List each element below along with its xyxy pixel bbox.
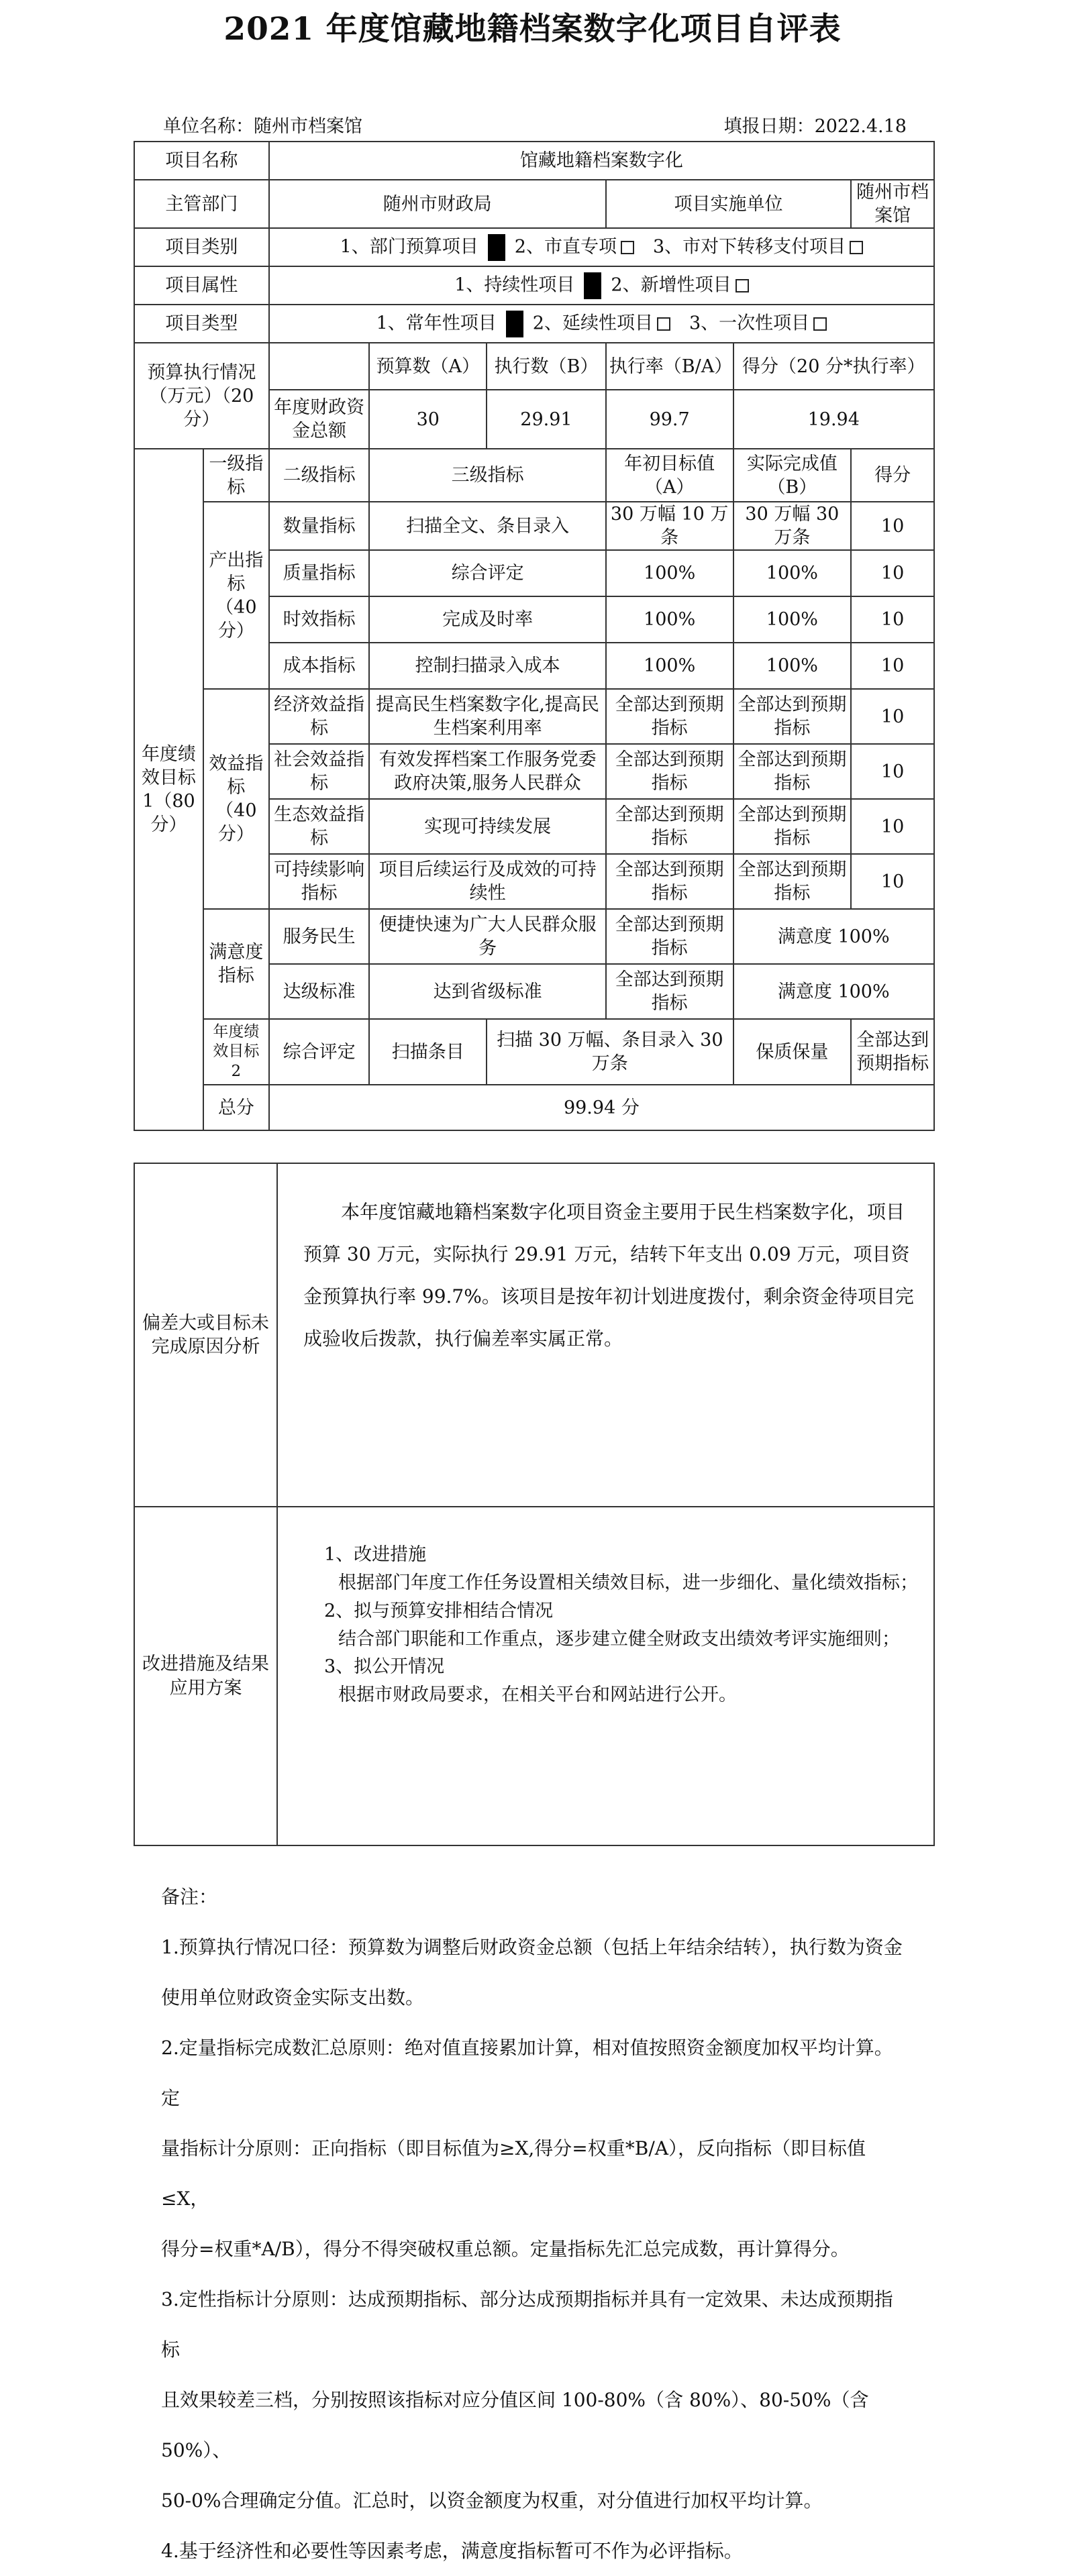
indicator-target: 全部达到预期指标	[606, 964, 733, 1019]
checked-box-icon	[488, 234, 505, 261]
indicator-target: 全部达到预期指标	[606, 909, 733, 964]
indicator-l3: 实现可持续发展	[369, 799, 605, 854]
budget-label: 预算执行情况（万元）（20 分）	[134, 343, 269, 449]
indicator-target: 全部达到预期指标	[606, 799, 733, 854]
target-header: 年初目标值（A）	[606, 449, 733, 502]
indicator-actual: 30 万幅 30 万条	[733, 502, 852, 550]
indicator-target: 100%	[606, 643, 733, 689]
analysis-table	[134, 1163, 935, 1846]
deviation-text: 本年度馆藏地籍档案数字化项目资金主要用于民生档案数字化，项目预算 30 万元，实际执行 29.91 万元，结转下年支出 0.09 万元，项目资金预算执行率 99.7%。该项目是按年初计划进度拨付，剩余资金待项目完成验收后拨款，执行偏差率实属正常。	[303, 1201, 914, 1350]
exec-value: 29.91	[487, 390, 606, 449]
indicator-l2: 时效指标	[269, 596, 370, 643]
type-option-1: 1、常年性项目	[376, 313, 497, 334]
indicator-l2: 服务民生	[269, 909, 370, 964]
indicator-l2: 成本指标	[269, 643, 370, 689]
rate-value: 99.7	[606, 390, 733, 449]
indicator-actual: 满意度 100%	[733, 964, 934, 1019]
level2-header: 二级指标	[269, 449, 370, 502]
note-line: 2.定量指标完成数汇总原则：绝对值直接累加计算，相对值按照资金额度加权平均计算。定	[161, 2037, 893, 2109]
indicator-l3: 综合评定	[369, 550, 605, 596]
improve-heading: 3、拟公开情况	[324, 1656, 445, 1678]
note-line: 且效果较差三档，分别按照该指标对应分值区间 100-80%（含 80%）、80-50%（含 50%）、	[161, 2389, 869, 2461]
goal2-target: 保质保量	[733, 1019, 852, 1085]
indicator-score: 10	[851, 689, 934, 744]
table-row	[134, 502, 934, 550]
indicator-actual: 全部达到预期指标	[733, 854, 852, 909]
indicator-target: 全部达到预期指标	[606, 744, 733, 799]
improve-body: 根据部门年度工作任务设置相关绩效目标，进一步细化、量化绩效指标；	[338, 1572, 918, 1593]
indicator-score: 10	[851, 502, 934, 550]
improve-plan	[277, 1507, 934, 1845]
budget-score-header: 得分（20 分*执行率）	[733, 343, 934, 390]
indicator-l2: 质量指标	[269, 550, 370, 596]
table-row	[134, 909, 934, 964]
improve-body: 结合部门职能和工作重点，逐步建立健全财政支出绩效考评实施细则；	[338, 1628, 900, 1650]
evaluation-table	[134, 141, 935, 1131]
goal2-label: 年度绩效目标 2	[203, 1019, 269, 1085]
type-options	[269, 305, 934, 343]
checkbox-icon	[813, 317, 827, 331]
note-line: 得分=权重*A/B），得分不得突破权重总额。定量指标先汇总完成数，再计算得分。	[161, 2238, 850, 2260]
rate-header: 执行率（B/A）	[606, 343, 733, 390]
notes-title: 备注：	[161, 1886, 218, 1908]
satisfaction-indicator-label: 满意度指标	[203, 909, 269, 1019]
indicator-l2: 经济效益指标	[269, 689, 370, 744]
impl: 随州市档案馆	[851, 180, 934, 228]
indicator-l3: 扫描全文、条目录入	[369, 502, 605, 550]
indicator-score: 10	[851, 854, 934, 909]
indicator-score: 10	[851, 799, 934, 854]
benefit-indicator-label: 效益指标（40 分）	[203, 689, 269, 909]
note-line: 4.基于经济性和必要性等因素考虑，满意度指标暂可不作为必评指标。	[161, 2540, 743, 2562]
table-row	[134, 1019, 934, 1085]
indicator-l3: 有效发挥档案工作服务党委政府决策,服务人民群众	[369, 744, 605, 799]
indicator-l2: 达级标准	[269, 964, 370, 1019]
improve-heading: 2、拟与预算安排相结合情况	[324, 1600, 554, 1621]
indicator-target: 100%	[606, 550, 733, 596]
project-name: 馆藏地籍档案数字化	[269, 142, 934, 180]
budget-header: 预算数（A）	[369, 343, 487, 390]
goal2-l3: 扫描 30 万幅、条目录入 30 万条	[487, 1019, 733, 1085]
indicator-l2: 数量指标	[269, 502, 370, 550]
note-line: 50-0%合理确定分值。汇总时，以资金额度为权重，对分值进行加权平均计算。	[161, 2489, 823, 2512]
indicator-l2: 社会效益指标	[269, 744, 370, 799]
deviation-analysis	[277, 1163, 934, 1507]
indicator-l3: 达到省级标准	[369, 964, 605, 1019]
notes	[161, 1872, 906, 2576]
score-header: 得分	[851, 449, 934, 502]
budget-value: 30	[369, 390, 487, 449]
checked-box-icon	[584, 272, 601, 299]
deviation-label: 偏差大或目标未完成原因分析	[134, 1163, 277, 1507]
goal2-l1: 综合评定	[269, 1019, 370, 1085]
unit-name: 单位名称：随州市档案馆	[163, 116, 362, 137]
actual-header: 实际完成值（B）	[733, 449, 852, 502]
total-score: 99.94 分	[269, 1085, 934, 1130]
total-label: 总分	[203, 1085, 269, 1130]
page-title: 2021 年度馆藏地籍档案数字化项目自评表	[223, 11, 842, 48]
budget-row-label: 年度财政资金总额	[269, 390, 370, 449]
checkbox-icon	[657, 317, 670, 331]
indicator-target: 30 万幅 10 万条	[606, 502, 733, 550]
attr-label: 项目属性	[134, 266, 269, 305]
exec-header: 执行数（B）	[487, 343, 606, 390]
indicator-l2: 生态效益指标	[269, 799, 370, 854]
type-option-2: 2、延续性项目	[532, 313, 653, 334]
checkbox-icon	[850, 241, 863, 254]
indicator-l3: 完成及时率	[369, 596, 605, 643]
goal1-label: 年度绩效目标 1（80 分）	[134, 449, 203, 1130]
project-name-label: 项目名称	[134, 142, 269, 180]
type-label: 项目类型	[134, 305, 269, 343]
indicator-l2: 可持续影响指标	[269, 854, 370, 909]
attr-option-2: 2、新增性项目	[611, 274, 731, 296]
checkbox-icon	[621, 241, 634, 254]
indicator-actual: 全部达到预期指标	[733, 744, 852, 799]
category-option-2: 2、市直专项	[514, 236, 617, 258]
attr-option-1: 1、持续性项目	[454, 274, 575, 296]
category-option-1: 1、部门预算项目	[340, 236, 478, 258]
note-line: 量指标计分原则：正向指标（即目标值为≥X,得分=权重*B/A），反向指标（即目标值≤X，	[161, 2137, 866, 2210]
improve-heading: 1、改进措施	[324, 1544, 427, 1565]
indicator-score: 10	[851, 596, 934, 643]
attr-options	[269, 266, 934, 305]
indicator-score: 10	[851, 643, 934, 689]
indicator-l3: 项目后续运行及成效的可持续性	[369, 854, 605, 909]
indicator-score: 10	[851, 744, 934, 799]
goal2-l2: 扫描条目	[369, 1019, 487, 1085]
dept: 随州市财政局	[269, 180, 606, 228]
category-label: 项目类别	[134, 228, 269, 266]
level3-header: 三级指标	[369, 449, 605, 502]
indicator-score: 10	[851, 550, 934, 596]
improve-body: 根据市财政局要求，在相关平台和网站进行公开。	[338, 1684, 737, 1706]
type-option-3: 3、一次性项目	[689, 313, 810, 334]
indicator-target: 全部达到预期指标	[606, 854, 733, 909]
impl-label: 项目实施单位	[606, 180, 851, 228]
indicator-actual: 全部达到预期指标	[733, 689, 852, 744]
indicator-actual: 满意度 100%	[733, 909, 934, 964]
indicator-target: 100%	[606, 596, 733, 643]
output-indicator-label: 产出指标（40 分）	[203, 502, 269, 689]
budget-score-value: 19.94	[733, 390, 934, 449]
checkbox-icon	[736, 279, 749, 292]
indicator-l3: 控制扫描录入成本	[369, 643, 605, 689]
category-option-3: 3、市对下转移支付项目	[652, 236, 846, 258]
indicator-target: 全部达到预期指标	[606, 689, 733, 744]
checked-box-icon	[506, 311, 523, 337]
level1-header: 一级指标	[203, 449, 269, 502]
category-options	[269, 228, 934, 266]
indicator-actual: 100%	[733, 550, 852, 596]
indicator-actual: 全部达到预期指标	[733, 799, 852, 854]
indicator-l3: 便捷快速为广大人民群众服务	[369, 909, 605, 964]
indicator-l3: 提高民生档案数字化,提高民生档案利用率	[369, 689, 605, 744]
indicator-actual: 100%	[733, 643, 852, 689]
goal2-actual: 全部达到预期指标	[851, 1019, 934, 1085]
note-line: 使用单位财政资金实际支出数。	[161, 1986, 425, 2008]
report-date: 填报日期：2022.4.18	[723, 116, 907, 137]
note-line: 1.预算执行情况口径：预算数为调整后财政资金总额（包括上年结余结转），执行数为资金	[161, 1936, 903, 1958]
note-line: 3.定性指标计分原则：达成预期指标、部分达成预期指标并具有一定效果、未达成预期指标	[161, 2288, 893, 2361]
indicator-actual: 100%	[733, 596, 852, 643]
dept-label: 主管部门	[134, 180, 269, 228]
table-row	[134, 689, 934, 744]
improve-label: 改进措施及结果应用方案	[134, 1507, 277, 1845]
